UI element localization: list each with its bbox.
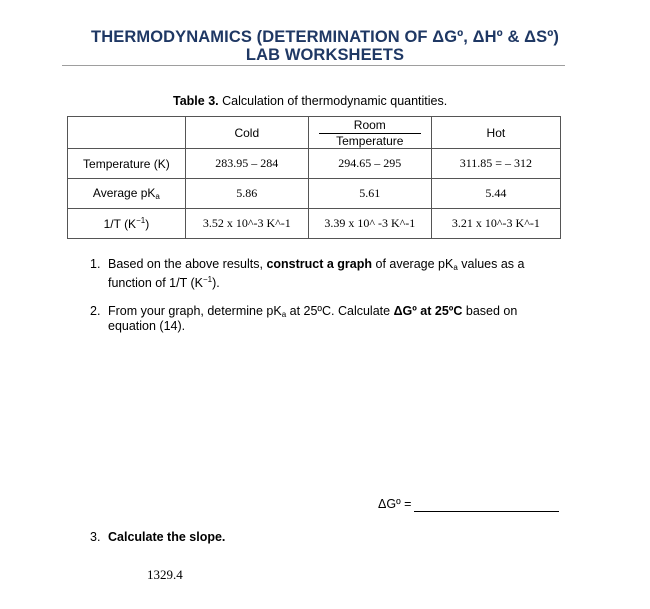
- worksheet-subtitle: LAB WORKSHEETS: [245, 46, 405, 64]
- row-label-temperature: Temperature (K): [68, 149, 186, 179]
- header-cell-empty: [68, 117, 186, 149]
- question-3-number: 3.: [90, 530, 101, 544]
- q1-line2-sup: −1: [202, 275, 213, 284]
- q1-text-bold: construct a graph: [266, 257, 373, 271]
- q1-line2-b: ).: [212, 276, 220, 290]
- cell-pka-room[interactable]: 5.61: [308, 179, 431, 209]
- q1-text-sub: a: [453, 263, 458, 272]
- q2-text-sub: a: [281, 310, 287, 319]
- header-cell-hot: Hot: [431, 117, 560, 149]
- row-label-pka: [68, 179, 186, 209]
- table-caption-text: Calculation of thermodynamic quantities.: [222, 94, 448, 108]
- cell-temp-room[interactable]: 294.65 – 295: [308, 149, 431, 179]
- cell-invt-cold[interactable]: 3.52 x 10^-3 K^-1: [185, 209, 308, 239]
- q2-text-a: From your graph, determine pK: [108, 304, 282, 318]
- q2-text-bold: ΔGº at 25ºC: [393, 304, 463, 318]
- question-1-number: 1.: [90, 257, 101, 271]
- q1-text-a: Based on the above results,: [108, 257, 267, 271]
- delta-g-answer-blank[interactable]: [414, 511, 559, 512]
- cell-invt-room[interactable]: 3.39 x 10^ -3 K^-1: [308, 209, 431, 239]
- header-room-line2: Temperature: [336, 133, 404, 148]
- table-row: [68, 149, 561, 179]
- table-row: [68, 179, 561, 209]
- cell-pka-hot[interactable]: 5.44: [431, 179, 560, 209]
- delta-g-label: ΔGº =: [378, 497, 412, 511]
- table-caption-label: Table 3.: [173, 94, 219, 108]
- pka-label-sub: a: [155, 192, 160, 201]
- table-header-row: [68, 117, 561, 149]
- invt-label-end: ): [145, 217, 150, 231]
- question-2-line2: equation (14).: [108, 319, 186, 333]
- question-3-text: Calculate the slope.: [108, 530, 226, 544]
- cell-temp-cold[interactable]: 283.95 – 284: [185, 149, 308, 179]
- question-1-line2: [108, 272, 220, 291]
- q2-text-b: at 25ºC. Calculate: [286, 304, 394, 318]
- worksheet-title: THERMODYNAMICS (DETERMINATION OF ΔGº, ΔHº & ΔSº): [91, 28, 559, 46]
- header-cell-room: [308, 117, 431, 149]
- table-caption: [173, 94, 447, 108]
- q1-line2-a: function of 1/T (K: [108, 276, 203, 290]
- table-row: [68, 209, 561, 239]
- pka-label-text: Average pK: [92, 186, 156, 200]
- q2-text-c: based on: [462, 304, 518, 318]
- title-divider: [62, 65, 565, 66]
- row-label-inverse-t: [68, 209, 186, 239]
- invt-label-sup: −1: [136, 216, 146, 225]
- cell-temp-hot[interactable]: 311.85 = – 312: [431, 149, 560, 179]
- q1-text-c: values as a: [457, 257, 525, 271]
- cell-invt-hot[interactable]: 3.21 x 10^-3 K^-1: [431, 209, 560, 239]
- cell-pka-cold[interactable]: 5.86: [185, 179, 308, 209]
- question-2-number: 2.: [90, 304, 101, 318]
- q1-text-b: of average pK: [372, 257, 454, 271]
- question-3-answer[interactable]: 1329.4: [147, 567, 183, 582]
- invt-label-text: 1/T (K: [103, 217, 137, 231]
- thermo-table: [67, 116, 561, 239]
- header-room-line1: Room: [319, 118, 421, 134]
- header-cell-cold: Cold: [185, 117, 308, 149]
